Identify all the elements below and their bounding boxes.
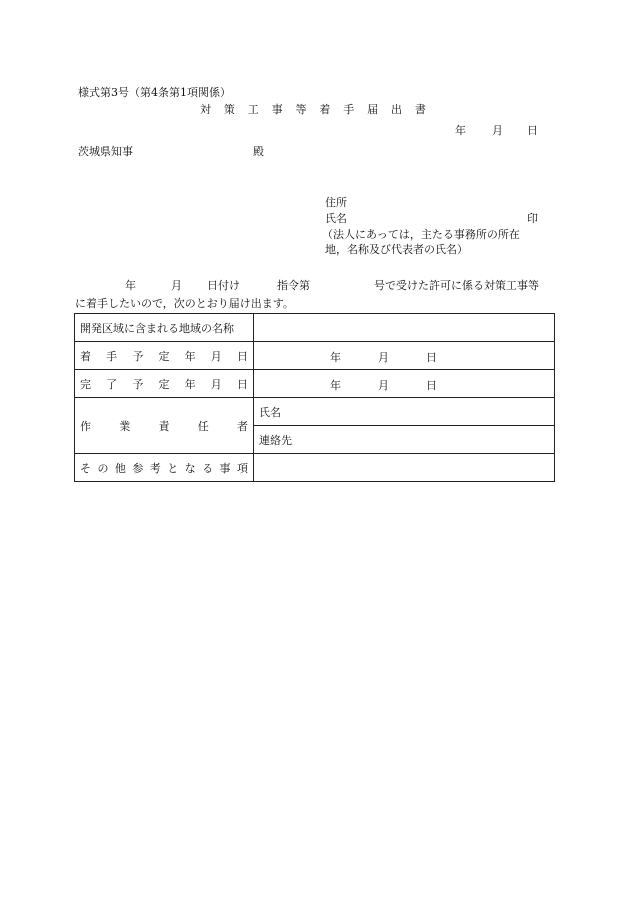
responsible-label: 作 業 責 任 者 (75, 398, 254, 454)
corp-note-line2: 地，名称及び代表者の氏名） (325, 243, 468, 256)
end-date-value[interactable] (254, 370, 555, 398)
responsible-name-label: 氏名 (259, 405, 281, 419)
start-date-year-unit: 年 (330, 351, 341, 364)
table-row-start-date (75, 342, 555, 370)
address-label: 住所 (325, 196, 347, 209)
responsible-name-cell[interactable] (254, 398, 555, 426)
responsible-contact-label: 連絡先 (259, 433, 292, 447)
name-label: 氏名 (325, 212, 347, 225)
addressee-honorific: 殿 (253, 145, 264, 158)
body-month: 月 (171, 279, 182, 292)
end-date-day-unit: 日 (426, 379, 437, 392)
body-year: 年 (125, 279, 136, 292)
body-day-dated: 日付け (207, 279, 240, 292)
start-date-value[interactable] (254, 342, 555, 370)
end-date-month-unit: 月 (378, 379, 389, 392)
application-table (74, 313, 555, 482)
area-name-value[interactable] (254, 314, 555, 342)
table-row-other (75, 454, 555, 482)
addressee-name: 茨城県知事 (78, 145, 133, 158)
end-date-year-unit: 年 (330, 379, 341, 392)
table-row-responsible-name (75, 398, 555, 426)
form-number: 様式第3号（第4条第1項関係） (78, 86, 231, 99)
table-row-area-name (75, 314, 555, 342)
seal-mark: 印 (527, 212, 538, 225)
date-month-label: 月 (492, 124, 503, 137)
start-date-month-unit: 月 (378, 351, 389, 364)
table-row-end-date (75, 370, 555, 398)
body-line2: に着手したいので，次のとおり届け出ます。 (75, 297, 294, 310)
start-date-day-unit: 日 (426, 351, 437, 364)
body-permit-no: 指令第 (277, 279, 310, 292)
date-year-label: 年 (455, 124, 466, 137)
corp-note-line1: （法人にあっては，主たる事務所の所在 (322, 228, 520, 241)
other-label: そ の 他 参 考 と な る 事 項 (75, 454, 254, 482)
end-date-label: 完 了 予 定 年 月 日 (75, 370, 254, 398)
start-date-label: 着 手 予 定 年 月 日 (75, 342, 254, 370)
body-line1-tail: 号で受けた許可に係る対策工事等 (374, 279, 539, 292)
date-day-label: 日 (527, 124, 538, 137)
other-value[interactable] (254, 454, 555, 482)
document-title: 対 策 工 事 等 着 手 届 出 書 (200, 103, 426, 116)
responsible-contact-cell[interactable] (254, 426, 555, 454)
area-name-label: 開発区域に含まれる地域の名称 (75, 314, 254, 342)
